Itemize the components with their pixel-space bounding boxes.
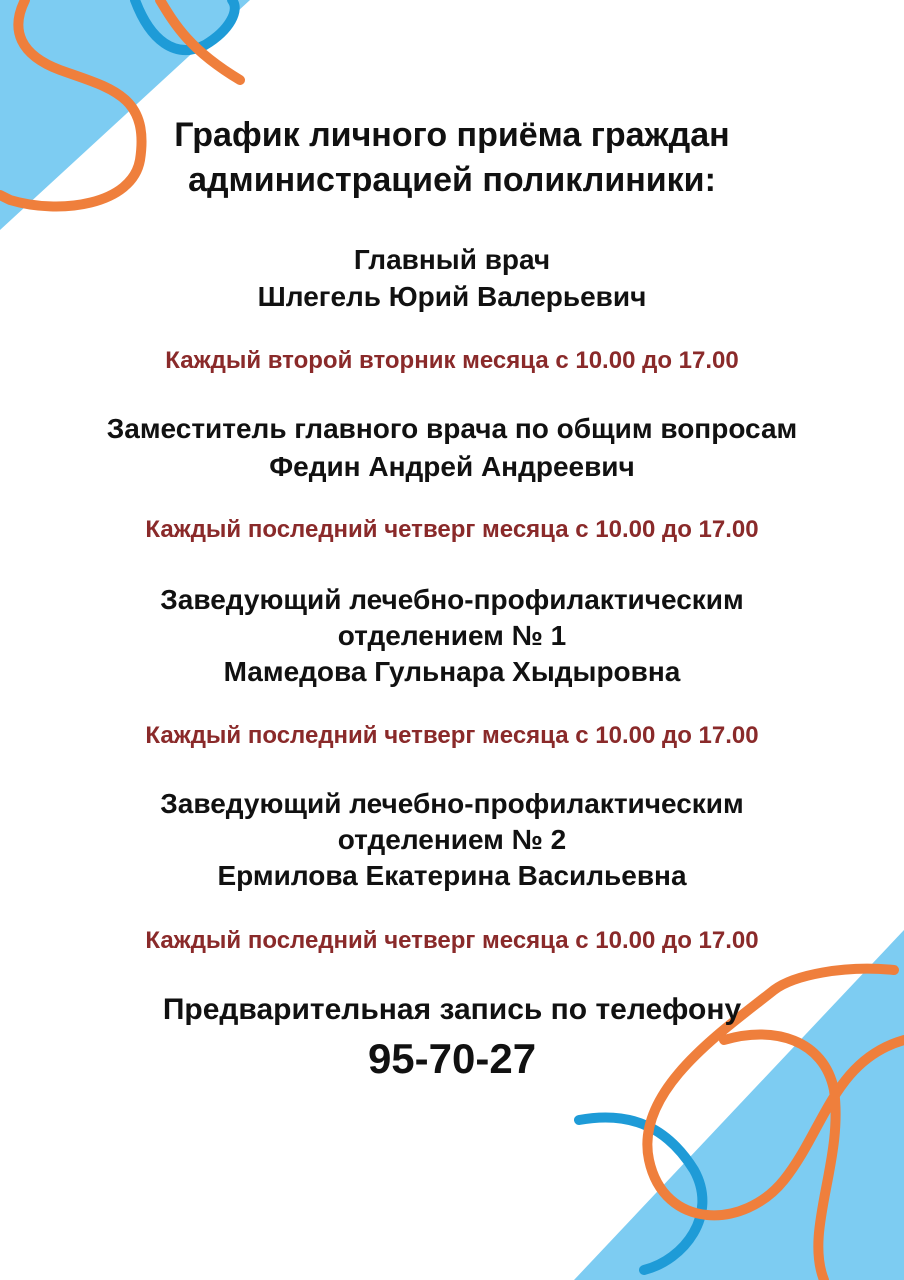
person-2-name: Федин Андрей Андреевич xyxy=(269,451,635,482)
person-1-role: Главный врач xyxy=(353,244,551,275)
person-3-role-line-2: отделением № 1 xyxy=(337,620,567,651)
page-title-line-1: График личного приёма граждан xyxy=(174,116,730,154)
person-2-role: Заместитель главного врача по общим вопросам xyxy=(106,413,798,444)
phone-label: Предварительная запись по телефону xyxy=(162,993,742,1026)
person-4-role-line-1: Заведующий лечебно-профилактическим xyxy=(160,788,744,819)
page-title-line-2: администрацией поликлиники: xyxy=(188,161,716,199)
person-3-name: Мамедова Гульнара Хыдыровна xyxy=(223,656,681,687)
person-4-name: Ермилова Екатерина Васильевна xyxy=(217,860,687,891)
person-2-schedule: Каждый последний четверг месяца с 10.00 до 17.00 xyxy=(145,516,759,543)
person-1-name: Шлегель Юрий Валерьевич xyxy=(257,281,647,312)
person-4-schedule: Каждый последний четверг месяца с 10.00 до 17.00 xyxy=(145,927,759,954)
bottom-right-decoration xyxy=(574,930,904,1280)
person-4-role-line-2: отделением № 2 xyxy=(337,824,567,855)
person-3-schedule: Каждый последний четверг месяца с 10.00 до 17.00 xyxy=(145,722,759,749)
phone-number: 95-70-27 xyxy=(367,1035,537,1082)
person-1-schedule: Каждый второй вторник месяца с 10.00 до 17.00 xyxy=(165,347,739,374)
person-3-role-line-1: Заведующий лечебно-профилактическим xyxy=(160,584,744,615)
